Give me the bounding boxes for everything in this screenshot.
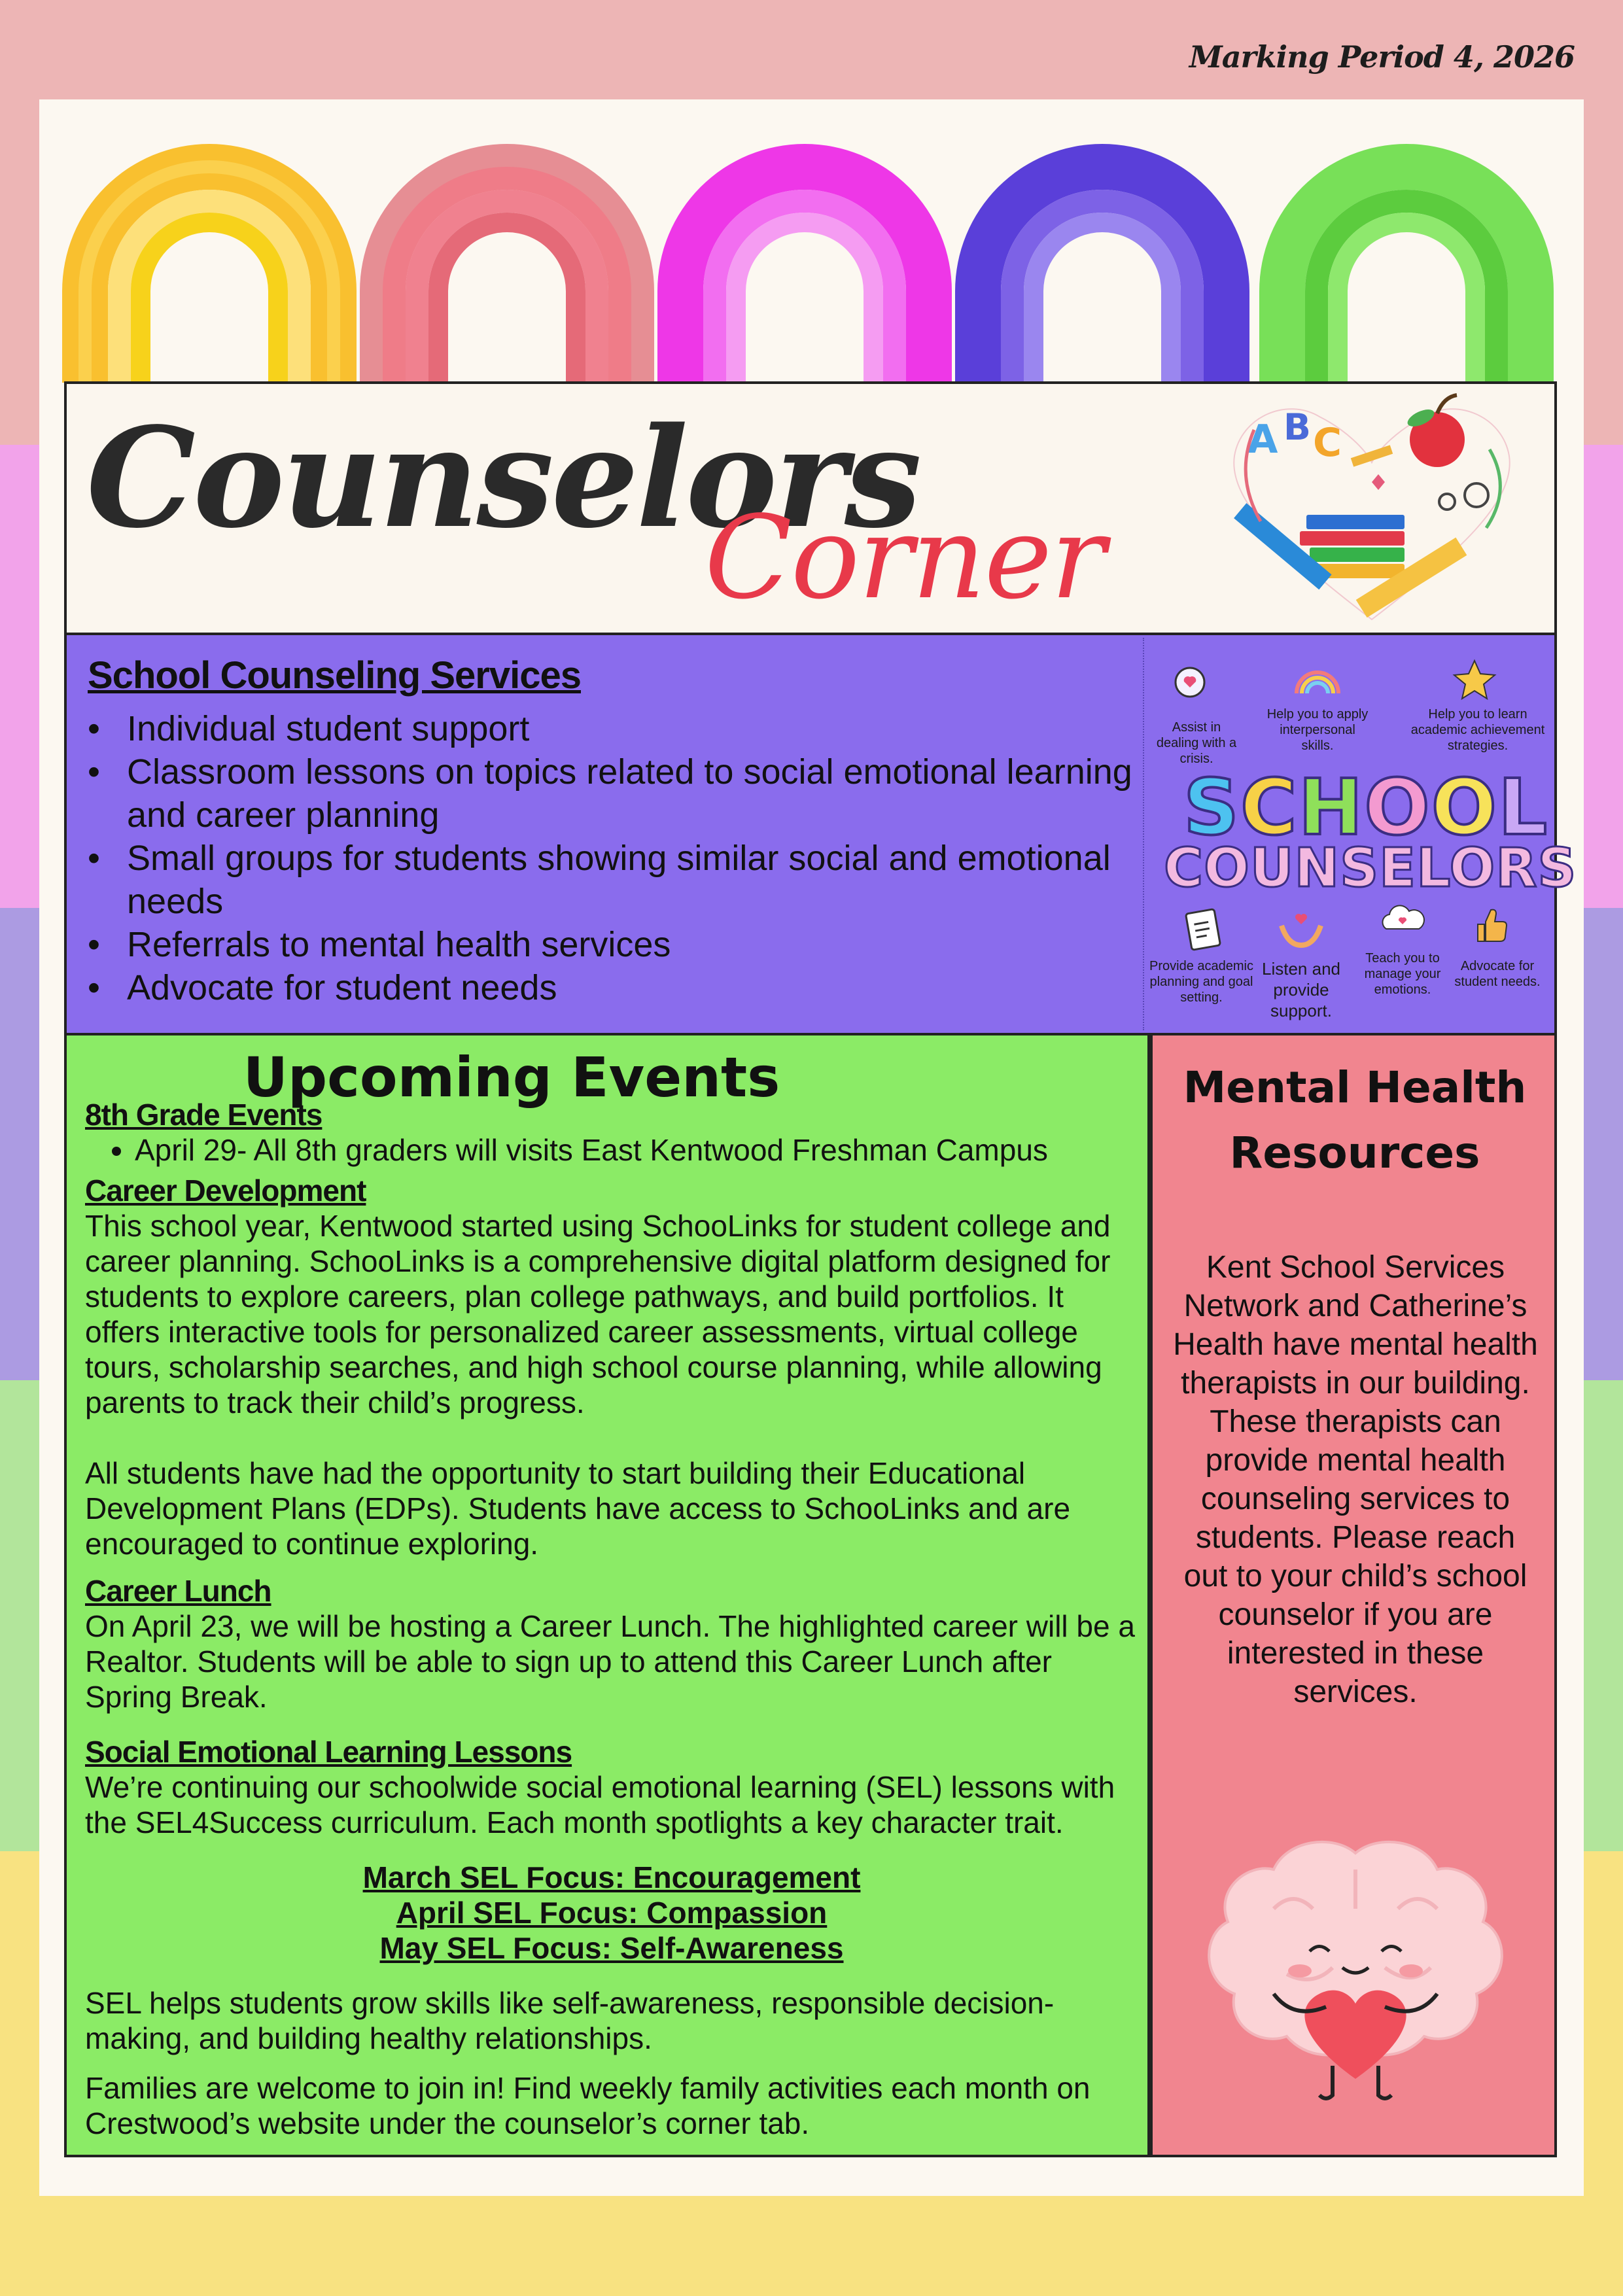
events-heading: Upcoming Events: [243, 1045, 780, 1109]
title-banner: [64, 381, 1557, 635]
caption-interpersonal: Help you to apply interpersonal skills.: [1266, 707, 1369, 753]
crisis-icon: [1167, 663, 1213, 702]
rainbow-icon: [1291, 664, 1344, 697]
list-item: • Classroom lessons on topics related to social emotional learning and career planning: [127, 750, 1147, 837]
counseling-services-panel: [64, 635, 1577, 1035]
sel-skills-text: SEL helps students grow skills like self-awareness, responsible decision-making, and building healthy relationships.: [85, 1986, 1055, 2055]
arch-yellow: [62, 144, 357, 383]
sel-section: [85, 1734, 1138, 2141]
caption-planning: Provide academic planning and goal setting.: [1149, 959, 1253, 1005]
brain-heart-illustration: [1189, 1830, 1522, 2112]
grade8-heading: 8th Grade Events: [85, 1098, 323, 1132]
list-item: • April 29- All 8th graders will visits East Kentwood Freshman Campus: [135, 1132, 1138, 1168]
career-development-text-2: All students have had the opportunity to start building their Educational Development Plans (EDPs). Students have access to SchooLinks and are encouraged to continue exploring.: [85, 1456, 1071, 1561]
star-icon: [1452, 657, 1497, 703]
list-item: • Referrals to mental health services: [127, 923, 1147, 966]
career-development-text: This school year, Kentwood started using SchooLinks for student college and career planning. SchooLinks is a comprehensive digital platform designed for students to explore careers, plan college pathways, and build portfolios. It offers interactive tools for personalized career assessments, virtual college tours, scholarship searches, and high school course planning, while allowing parents to track their child’s progress.: [85, 1209, 1111, 1419]
svg-text:C: C: [1313, 420, 1342, 466]
list-item: • Individual student support: [127, 707, 1147, 750]
caption-listen: Listen and provide support.: [1262, 959, 1340, 1020]
upcoming-events-panel: [64, 1035, 1150, 2157]
services-list: [127, 707, 1147, 1009]
caption-emotions: Teach you to manage your emotions.: [1364, 951, 1441, 997]
svg-text:A: A: [1248, 417, 1278, 462]
sel-focus-march: March SEL Focus: Encouragement: [362, 1860, 861, 1894]
title-corner: Corner: [705, 492, 1104, 625]
caption-academic: Help you to learn academic achievement strategies.: [1410, 707, 1545, 753]
list-item: • Small groups for students showing similar social and emotional needs: [127, 837, 1147, 923]
hands-heart-icon: [1278, 906, 1324, 948]
thumbs-up-icon: [1471, 906, 1510, 945]
arch-pink: [360, 144, 654, 383]
rainbow-arches: [62, 144, 1560, 383]
clipboard-icon: [1183, 906, 1223, 952]
mental-health-text: Kent School Services Network and Catherine’s Health have mental health therapists in our building. These therapists can provide mental health counseling services to students. Please reach out to your child’s school counselor if you are interested in these services.: [1173, 1250, 1538, 1709]
counselors-word: COUNSELORS: [1164, 837, 1577, 899]
sel-focus-april: April SEL Focus: Compassion: [396, 1896, 828, 1930]
arch-purple: [955, 144, 1249, 383]
school-counselors-graphic: [1143, 638, 1577, 1030]
career-development-heading: Career Development: [85, 1174, 366, 1208]
school-word: SCHOOL: [1183, 762, 1549, 852]
services-heading: School Counseling Services: [88, 654, 581, 697]
cloud-heart-icon: [1376, 899, 1429, 939]
marking-period: Marking Period 4, 2026: [1189, 39, 1575, 75]
list-item: • Advocate for student needs: [127, 966, 1147, 1009]
mental-health-panel: [1150, 1035, 1557, 2157]
caption-crisis: Assist in dealing with a crisis.: [1156, 720, 1237, 766]
sel-text: We’re continuing our schoolwide social emotional learning (SEL) lessons with the SEL4Success curriculum. Each month spotlights a key character trait.: [85, 1770, 1115, 1839]
school-supplies-heart-illustration: [1208, 391, 1535, 626]
sel-families-text: Families are welcome to join in! Find weekly family activities each month on Crestwood’s website under the counselor’s corner tab.: [85, 2071, 1091, 2140]
arch-magenta: [657, 144, 952, 383]
caption-advocate: Advocate for student needs.: [1454, 959, 1541, 989]
sel-heading: Social Emotional Learning Lessons: [85, 1735, 572, 1769]
career-development-section: [85, 1173, 1138, 1561]
mental-health-heading: Mental Health Resources: [1183, 1062, 1527, 1178]
grade8-section: [85, 1097, 1138, 1168]
arch-green: [1259, 144, 1554, 383]
career-lunch-section: [85, 1573, 1138, 1714]
title-counselors: Counselors: [86, 397, 920, 559]
career-lunch-text: On April 23, we will be hosting a Career Lunch. The highlighted career will be a Realtor. Students will be able to sign up to attend this Career Lunch after Spring Break.: [85, 1609, 1135, 1714]
svg-text:B: B: [1283, 406, 1311, 448]
career-lunch-heading: Career Lunch: [85, 1574, 271, 1608]
sel-focus-may: May SEL Focus: Self-Awareness: [379, 1931, 844, 1965]
